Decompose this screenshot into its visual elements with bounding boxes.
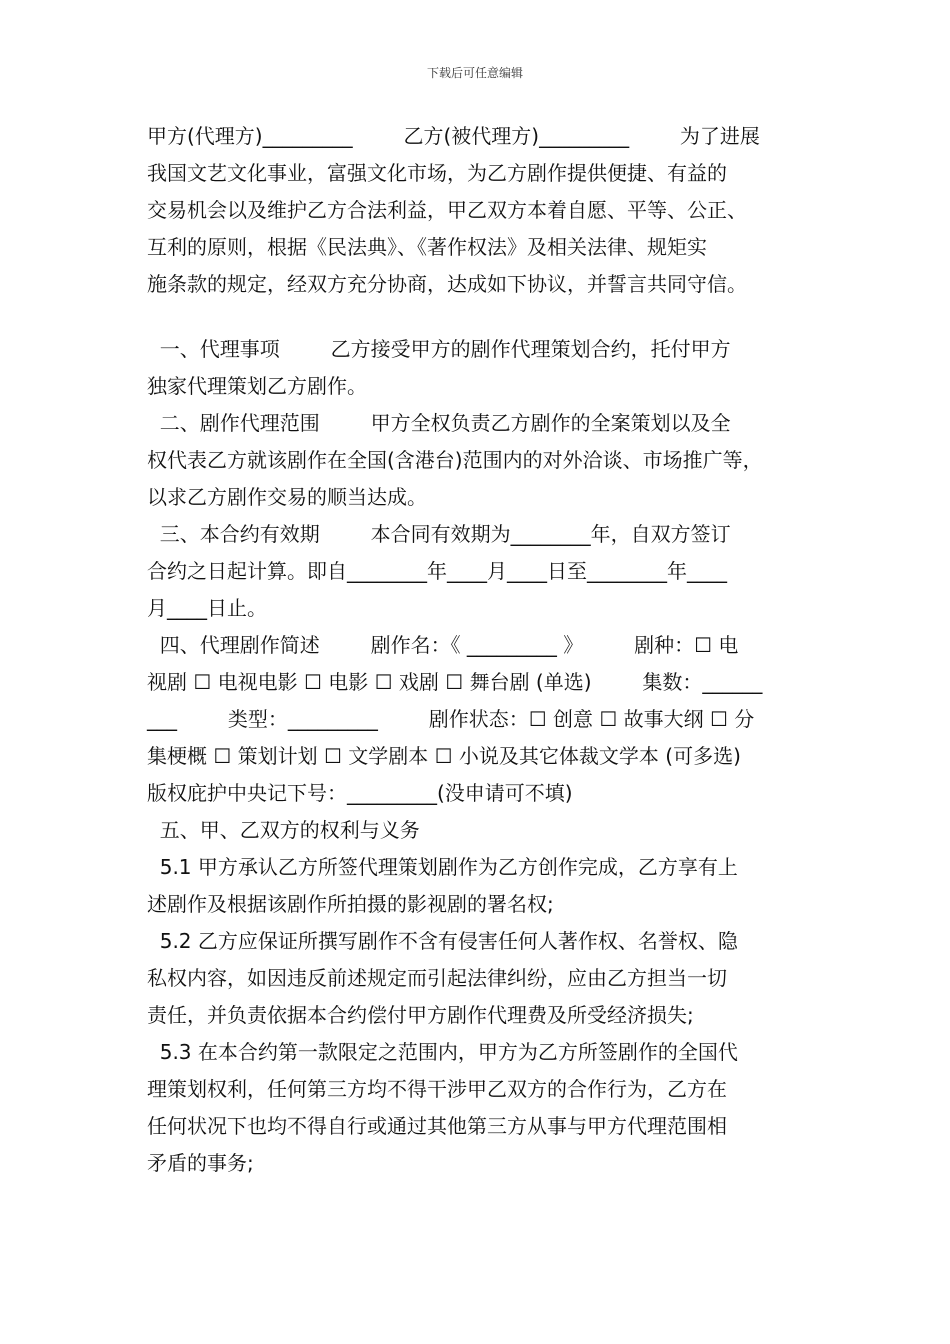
section-work-description xyxy=(147,627,812,812)
section-rights-obligations xyxy=(147,812,812,1182)
text-line: 5.1 甲方承认乙方所签代理策划剧作为乙方创作完成，乙方享有上 xyxy=(147,855,738,879)
text-line: 私权内容，如因违反前述规定而引起法律纠纷，应由乙方担当一切 xyxy=(147,966,727,990)
text-line: 一、代理事项 乙方接受甲方的剧作代理策划合约，托付甲方 xyxy=(147,337,731,361)
text-line: 5.2 乙方应保证所撰写剧作不含有侵害任何人著作权、名誉权、隐 xyxy=(147,929,738,953)
text-line: 责任，并负责依据本合约偿付甲方剧作代理费及所受经济损失; xyxy=(147,1003,694,1027)
section-agency-matters xyxy=(147,331,812,405)
text-line: 合约之日起计算。即自________年____月____日至________年____ xyxy=(147,559,727,583)
section-validity-period xyxy=(147,516,812,627)
paragraph-gap xyxy=(147,303,812,331)
text-line: 矛盾的事务; xyxy=(147,1151,254,1175)
text-line: ___ 类型：_________ 剧作状态：☐ 创意 ☐ 故事大纲 ☐ 分 xyxy=(147,707,755,731)
text-line: 二、剧作代理范围 甲方全权负责乙方剧作的全案策划以及全 xyxy=(147,411,731,435)
text-line: 以求乙方剧作交易的顺当达成。 xyxy=(147,485,427,509)
text-line: 独家代理策划乙方剧作。 xyxy=(147,374,367,398)
text-line: 三、本合约有效期 本合同有效期为________年，自双方签订 xyxy=(147,522,731,546)
header-note: 下载后可任意编辑 xyxy=(426,66,523,80)
text-line: 版权庇护中央记下号：_________(没申请可不填) xyxy=(147,781,573,805)
section-title: 五、甲、乙双方的权利与义务 xyxy=(147,818,420,842)
text-line: 集梗概 ☐ 策划计划 ☐ 文学剧本 ☐ 小说及其它体裁文学本 (可多选) xyxy=(147,744,741,768)
text-line: 四、代理剧作简述 剧作名：《 _________ 》 剧种：☐ 电 xyxy=(147,633,739,657)
text-line: 施条款的规定，经双方充分协商，达成如下协议，并誓言共同守信。 xyxy=(147,272,747,296)
text-line: 理策划权利，任何第三方均不得干涉甲乙双方的合作行为，乙方在 xyxy=(147,1077,727,1101)
text-line: 权代表乙方就该剧作在全国(含港台)范围内的对外洽谈、市场推广等， xyxy=(147,448,763,472)
text-line: 我国文艺文化事业，富强文化市场，为乙方剧作提供便捷、有益的 xyxy=(147,161,727,185)
text-line: 交易机会以及维护乙方合法利益，甲乙双方本着自愿、平等、公正、 xyxy=(147,198,747,222)
text-line: 述剧作及根据该剧作所拍摄的影视剧的署名权; xyxy=(147,892,554,916)
text-line: 甲方(代理方)_________ 乙方(被代理方)_________ 为了进展 xyxy=(147,124,760,148)
text-line: 5.3 在本合约第一款限定之范围内，甲方为乙方所签剧作的全国代 xyxy=(147,1040,738,1064)
section-agency-scope xyxy=(147,405,812,516)
text-line: 视剧 ☐ 电视电影 ☐ 电影 ☐ 戏剧 ☐ 舞台剧 (单选) 集数：______ xyxy=(147,670,763,694)
text-line: 互利的原则，根据《民法典》、《著作权法》及相关法律、规矩实 xyxy=(147,235,707,259)
document-body xyxy=(147,118,812,1182)
text-line: 月____日止。 xyxy=(147,596,267,620)
intro-paragraph xyxy=(147,118,812,303)
text-line: 任何状况下也均不得自行或通过其他第三方从事与甲方代理范围相 xyxy=(147,1114,727,1138)
